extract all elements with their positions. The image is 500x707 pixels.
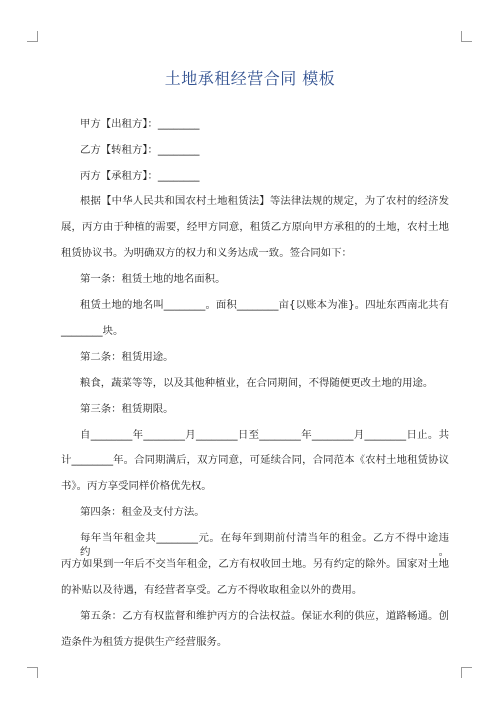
paragraph-line: ________块。 [61,325,124,337]
party-a-line: 甲方【出租方】：________ [80,118,200,130]
page-corner-mark-bottom-left [27,667,38,678]
page-corner-mark-top-right [461,31,472,42]
paragraph-line: 书》。丙方享受同样价格优先权。 [61,480,212,492]
paragraph-line: 根据【中华人民共和国农村土地租赁法】等法律法规的规定，为了农村的经济发 [80,195,449,207]
document-title: 土地承租经营合同 模板 [164,69,336,88]
paragraph-line: 丙方如果到一年后不交当年租金，乙方有权收回土地。另有约定的除外。国家对土地 [61,558,449,570]
paragraph-line: 租赁协议书。为明确双方的权力和义务达成一致。签合同如下： [61,247,352,259]
article-heading: 第二条：租赁用途。 [80,351,174,363]
paragraph-line: 造条件为租赁方提供生产经营服务。 [61,636,228,648]
paragraph-line: 的补贴以及待遇，有经营者享受。乙方不得收取租金以外的费用。 [61,584,363,596]
paragraph-line: 租赁土地的地名叫________。面积________亩{以账本为准}。四址东西南北共有 [80,299,449,311]
paragraph-line: 自________年________月________日至________年________月________日止。共 [80,429,449,441]
article-heading: 第一条：租赁土地的地名面积。 [80,273,226,285]
article-heading: 第五条：乙方有权监督和维护丙方的合法权益。保证水利的供应，道路畅通。创 [80,610,449,622]
party-b-line: 乙方【转租方】：________ [80,144,200,156]
page-corner-mark-bottom-right [461,667,472,678]
party-c-line: 丙方【承租方】：________ [80,170,200,182]
paragraph-line: 展，丙方由于种植的需要，经甲方同意，租赁乙方原向甲方承租的的土地，农村土地 [61,221,449,233]
article-heading: 第四条：租金及支付方法。 [80,506,205,518]
paragraph-line: 粮食，蔬菜等等，以及其他种植业，在合同期间，不得随便更改土地的用途。 [80,377,434,389]
article-heading: 第三条：租赁期限。 [80,403,174,415]
paragraph-line: 每年当年租金共________元。在每年到期前付清当年的租金。乙方不得中途违约。 [80,532,449,558]
paragraph-line: 计________年。合同期满后，双方同意，可延续合同，合同范本《农村土地租赁协议 [61,454,449,466]
page-corner-mark-top-left [27,31,38,42]
